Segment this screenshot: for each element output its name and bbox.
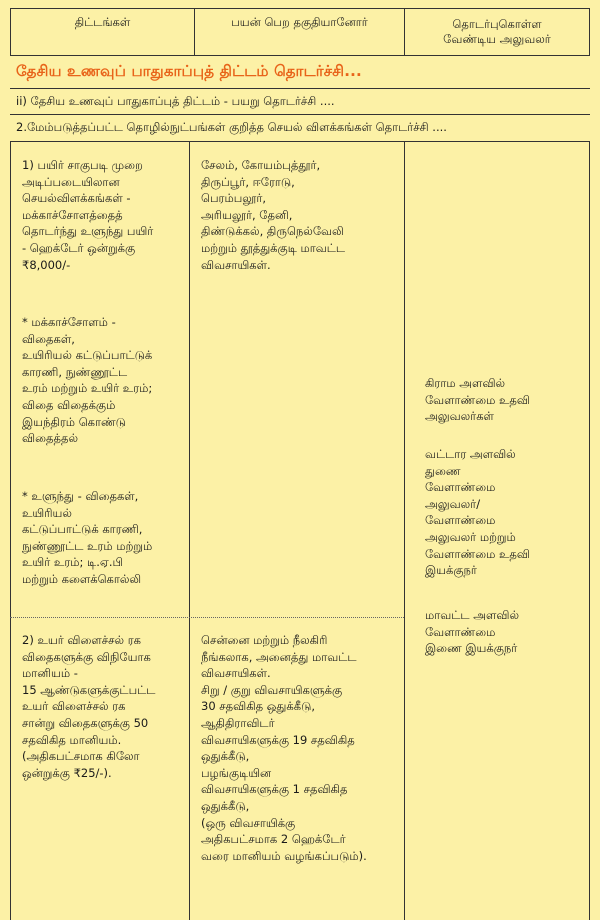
- header-schemes: திட்டங்கள்: [11, 9, 195, 55]
- scheme-main-text: 1) பயிர் சாகுபடி முறை அடிப்படையிலான செயல்விளக்கங்கள் - மக்காச்சோளத்தைத் தொடர்ந்து உளுந்து பயிர் - ஹெக்டேர் ஒன்றுக்கு ₹8,000/-: [22, 158, 154, 272]
- subheading-pulses: ii) தேசிய உணவுப் பாதுகாப்புத் திட்டம் - பயறு தொடர்ச்சி ....: [16, 94, 335, 108]
- eligible-row2-text: சென்னை மற்றும் நீலகிரி நீங்கலாக, அனைத்து மாவட்ட விவசாயிகள். சிறு / குறு விவசாயிகளுக்கு 30 சதவிகித ஒதுக்கீடு, ஆதிதிராவிடர் விவசாயிகளுக்கு 19 சதவிகித ஒதுக்கீடு, பழங்குடியின விவசாயிகளுக்கு 1 சதவிகித ஒதுக்கீடு, (ஒரு விவசாயிக்கு அதிகபட்சமாக 2 ஹெக்டேர் வரை மானியம் வழங்கப்படும்).: [201, 633, 367, 863]
- section-title: தேசிய உணவுப் பாதுகாப்புத் திட்டம் தொடர்ச்சி...: [16, 62, 362, 80]
- header-contact-officer: [405, 9, 589, 55]
- officer-district-text: மாவட்ட அளவில் வேளாண்மை இணை இயக்குநர்: [425, 608, 520, 656]
- divider: [10, 114, 590, 115]
- divider: [10, 141, 590, 142]
- officer-block-text: வட்டார அளவில் துணை வேளாண்மை அலுவலர்/ வேளாண்மை அலுவலர் மற்றும் வேளாண்மை உதவி இயக்குநர்: [425, 447, 530, 578]
- column-divider: [189, 141, 190, 920]
- table-border-right: [589, 141, 590, 920]
- scheme-urad-text: * உளுந்து - விதைகள், உயிரியல் கட்டுப்பாட்டுக் காரணி, நுண்ணூட்ட உரம் மற்றும் உயிர் உரம்; டி.ஏ.பி மற்றும் களைக்கொல்லி: [22, 489, 153, 586]
- scheme-hyv-seed-subsidy: [22, 632, 187, 781]
- officer-village-text: கிராம அளவில் வேளாண்மை உதவி அலுவலர்கள்: [425, 376, 530, 424]
- eligible-districts-row2: [201, 632, 401, 864]
- officer-block-level: [425, 446, 585, 579]
- scheme-maize-inputs: [22, 314, 187, 447]
- scheme-maize-text: * மக்காச்சோளம் - விதைகள், உயிரியல் கட்டுப்பாட்டுக் காரணி, நுண்ணூட்ட உரம் மற்றும் உயிர் உரம்; விதை விதைக்கும் இயந்திரம் கொண்டு விதைத்தல்: [22, 315, 153, 446]
- header-contact-line1: தொடர்புகொள்ள: [452, 17, 542, 31]
- scheme-crop-demonstration: [22, 157, 187, 273]
- header-contact-line2: வேண்டிய அலுவலர்: [443, 32, 551, 46]
- column-divider: [404, 141, 405, 920]
- officer-village-level: [425, 375, 585, 425]
- eligible-row1-text: சேலம், கோயம்புத்தூர், திருப்பூர், ஈரோடு, பெரம்பலூர், அரியலூர், தேனி, திண்டுக்கல், திருநெல்வேலி மற்றும் தூத்துக்குடி மாவட்ட விவசாயிகள்.: [201, 158, 346, 272]
- header-eligible: பயன் பெற தகுதியானோர்: [195, 9, 405, 55]
- table-border-left: [10, 141, 11, 920]
- eligible-districts-row1: [201, 157, 401, 273]
- scheme-urad-inputs: [22, 488, 187, 588]
- divider: [10, 88, 590, 89]
- table-header: [10, 8, 590, 56]
- row-divider: [10, 617, 404, 618]
- scheme-hyv-text: 2) உயர் விளைச்சல் ரக விதைகளுக்கு விநியோக மானியம் - 15 ஆண்டுகளுக்குட்பட்ட உயர் விளைச்சல் ரக சான்று விதைகளுக்கு 50 சதவிகித மானியம். (அதிகபட்சமாக கிலோ ஒன்றுக்கு ₹25/-).: [22, 633, 156, 780]
- officer-district-level: [425, 607, 585, 657]
- subheading-demonstrations: 2.மேம்படுத்தப்பட்ட தொழில்நுட்பங்கள் குறித்த செயல் விளக்கங்கள் தொடர்ச்சி ....: [16, 120, 447, 134]
